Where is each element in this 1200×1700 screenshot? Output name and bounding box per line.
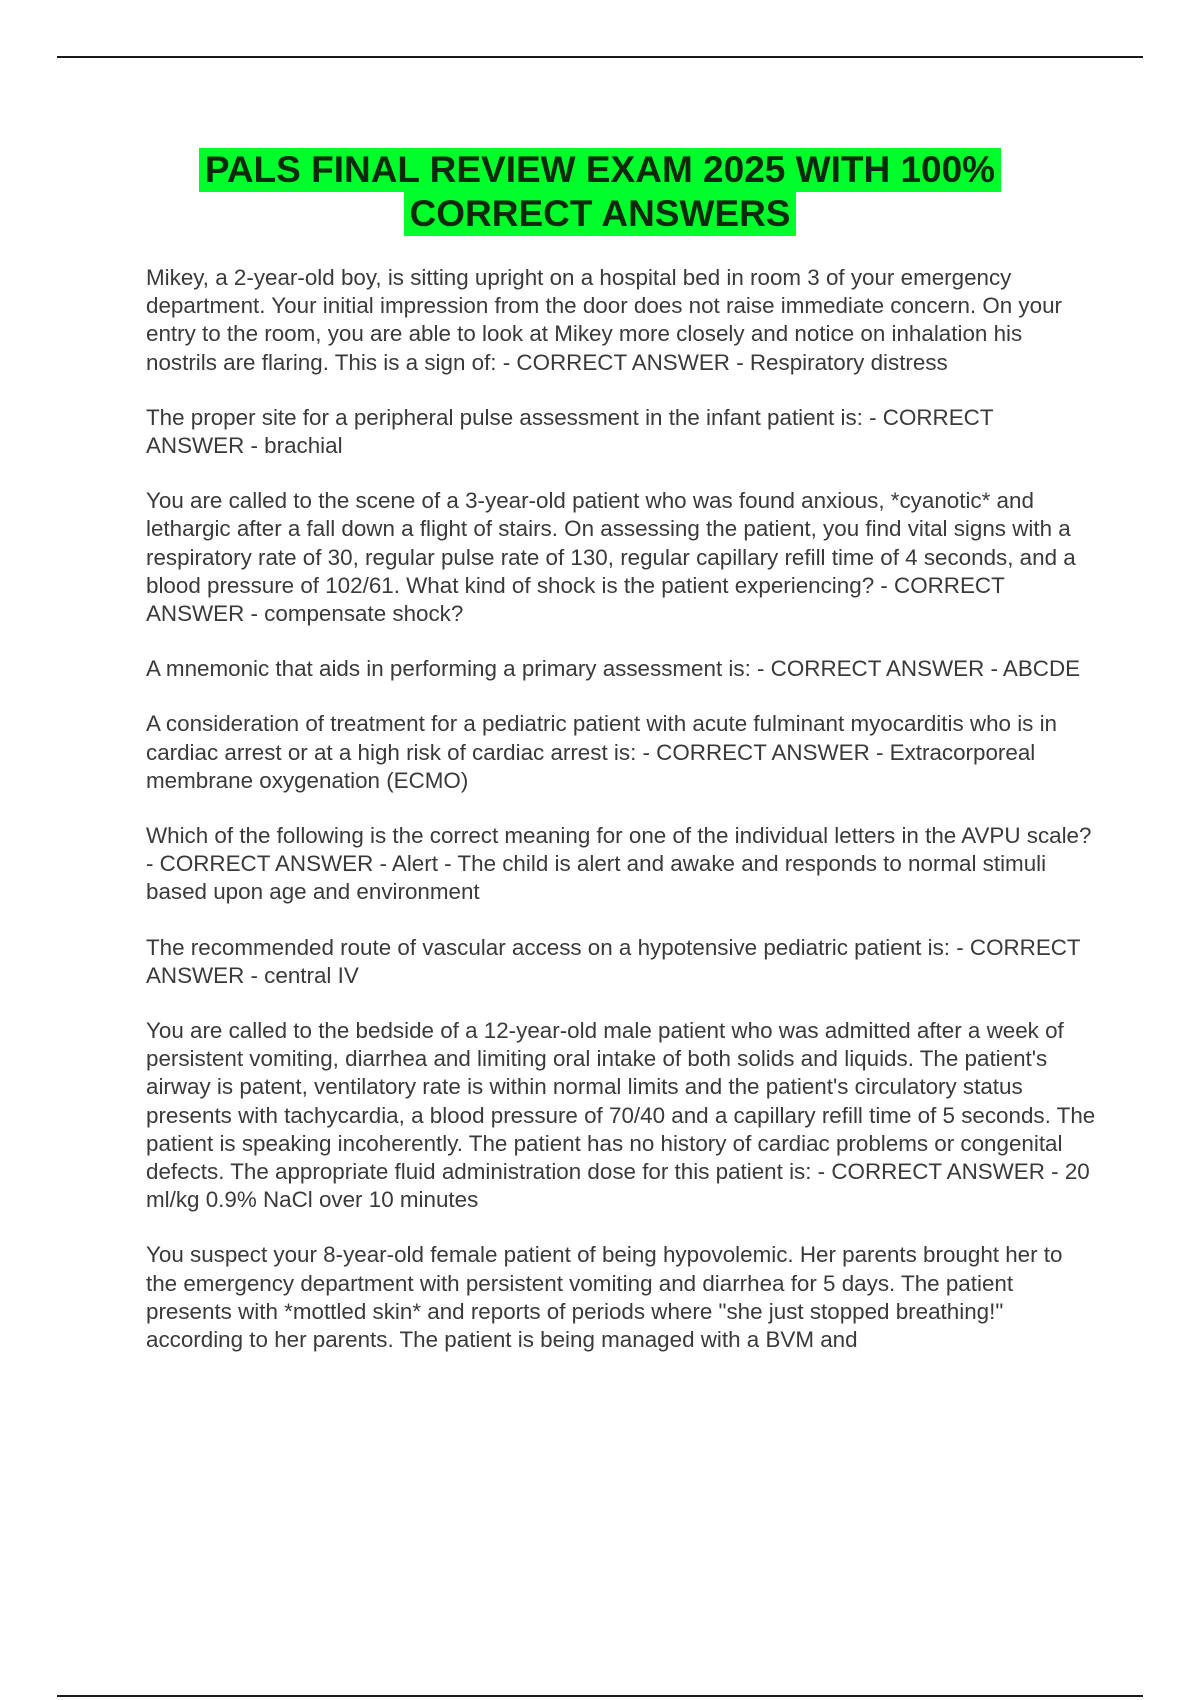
qa-item: The recommended route of vascular access on a hypotensive pediatric patient is: - CORRECT ANSWER - central IV — [146, 934, 1081, 988]
qa-item: The proper site for a peripheral pulse assessment in the infant patient is: - CORRECT ANSWER - brachial — [146, 404, 994, 459]
qa-item: You suspect your 8-year-old female patient of being hypovolemic. Her parents brought her to the emergency department with persistent vomiting and diarrhea for 5 days. The patient presents with *mottled skin* and reports of periods where "she just stopped breathing!" according to her parents. The patient is being managed with a BVM and — [146, 1242, 1063, 1353]
qa-item: You are called to the bedside of a 12-year-old male patient who was admitted after a week of persistent vomiting, diarrhea and limiting oral intake of both solids and liquids. The patient's airway is patent, ventilatory rate is within normal limits and the patient's circulatory status presents with tachycardia, a blood pressure of 70/40 and a capillary refill time of 5 seconds. The patient is speaking incoherently. The patient has no history of cardiac problems or congenital defects. The appropriate fluid administration dose for this patient is: - CORRECT ANSWER - 20 ml/kg 0.9% NaCl over 10 minutes — [146, 1018, 1096, 1213]
qa-item: Mikey, a 2-year-old boy, is sitting upright on a hospital bed in room 3 of your emergency department. Your initial impression from the door does not raise immediate concern. On your entry to the room, you are able to look at Mikey more closely and notice on inhalation his nostrils are flaring. This is a sign of: - CORRECT ANSWER - Respiratory distress — [146, 265, 1062, 375]
qa-item: A mnemonic that aids in performing a primary assessment is: - CORRECT ANSWER - ABCDE — [146, 656, 1081, 682]
qa-item: A consideration of treatment for a pediatric patient with acute fulminant myocarditis who is in cardiac arrest or at a high risk of cardiac arrest is: - CORRECT ANSWER - Extracorporeal membrane oxygenation (ECMO) — [146, 711, 1058, 793]
qa-item: You are called to the scene of a 3-year-old patient who was found anxious, *cyanotic* and lethargic after a fall down a flight of stairs. On assessing the patient, you find vital signs with a respiratory rate of 30, regular pulse rate of 130, regular capillary refill time of 4 seconds, and a blood pressure of 102/61. What kind of shock is the patient experiencing? - CORRECT ANSWER - compensate shock? — [146, 488, 1076, 627]
document-title — [0, 148, 1200, 236]
qa-list — [146, 264, 1096, 1381]
title-line-1: PALS FINAL REVIEW EXAM 2025 WITH 100% — [199, 148, 1001, 192]
top-divider — [57, 56, 1143, 58]
title-line-2: CORRECT ANSWERS — [404, 192, 797, 236]
bottom-divider — [57, 1695, 1143, 1697]
qa-item: Which of the following is the correct meaning for one of the individual letters in the AVPU scale? - CORRECT ANSWER - Alert - The child is alert and awake and responds to normal stimuli based upon age and environment — [146, 823, 1092, 905]
